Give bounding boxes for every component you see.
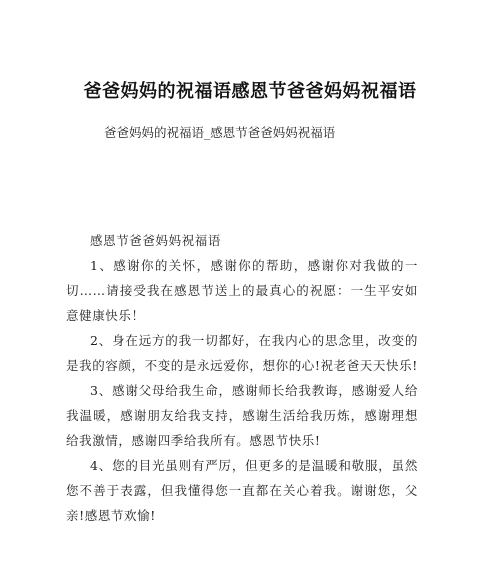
paragraph-2: 2、身在远方的我一切都好，在我内心的思念里，改变的是我的容颜，不变的是永远爱你，想你的心!祝老爸天天快乐! (66, 333, 418, 373)
document-body (66, 228, 418, 528)
paragraph-3: 3、感谢父母给我生命，感谢师长给我教诲，感谢爱人给我温暖，感谢朋友给我支持，感谢生活给我历炼，感谢理想给我激情，感谢四季给我所有。感恩节快乐! (66, 383, 418, 448)
paragraph-4: 4、您的目光虽则有严厉，但更多的是温暖和敬服，虽然您不善于表露，但我懂得您一直都在关心着我。谢谢您，父亲!感恩节欢愉! (66, 458, 418, 523)
section-heading: 感恩节爸爸妈妈祝福语 (90, 233, 222, 248)
document-subtitle: 爸爸妈妈的祝福语_感恩节爸爸妈妈祝福语 (104, 125, 336, 140)
paragraph-1: 1、感谢你的关怀，感谢你的帮助，感谢你对我做的一切……请接受我在感恩节送上的最真心的祝愿：一生平安如意健康快乐！ (66, 258, 418, 323)
document-title: 爸爸妈妈的祝福语感恩节爸爸妈妈祝福语 (83, 81, 417, 102)
